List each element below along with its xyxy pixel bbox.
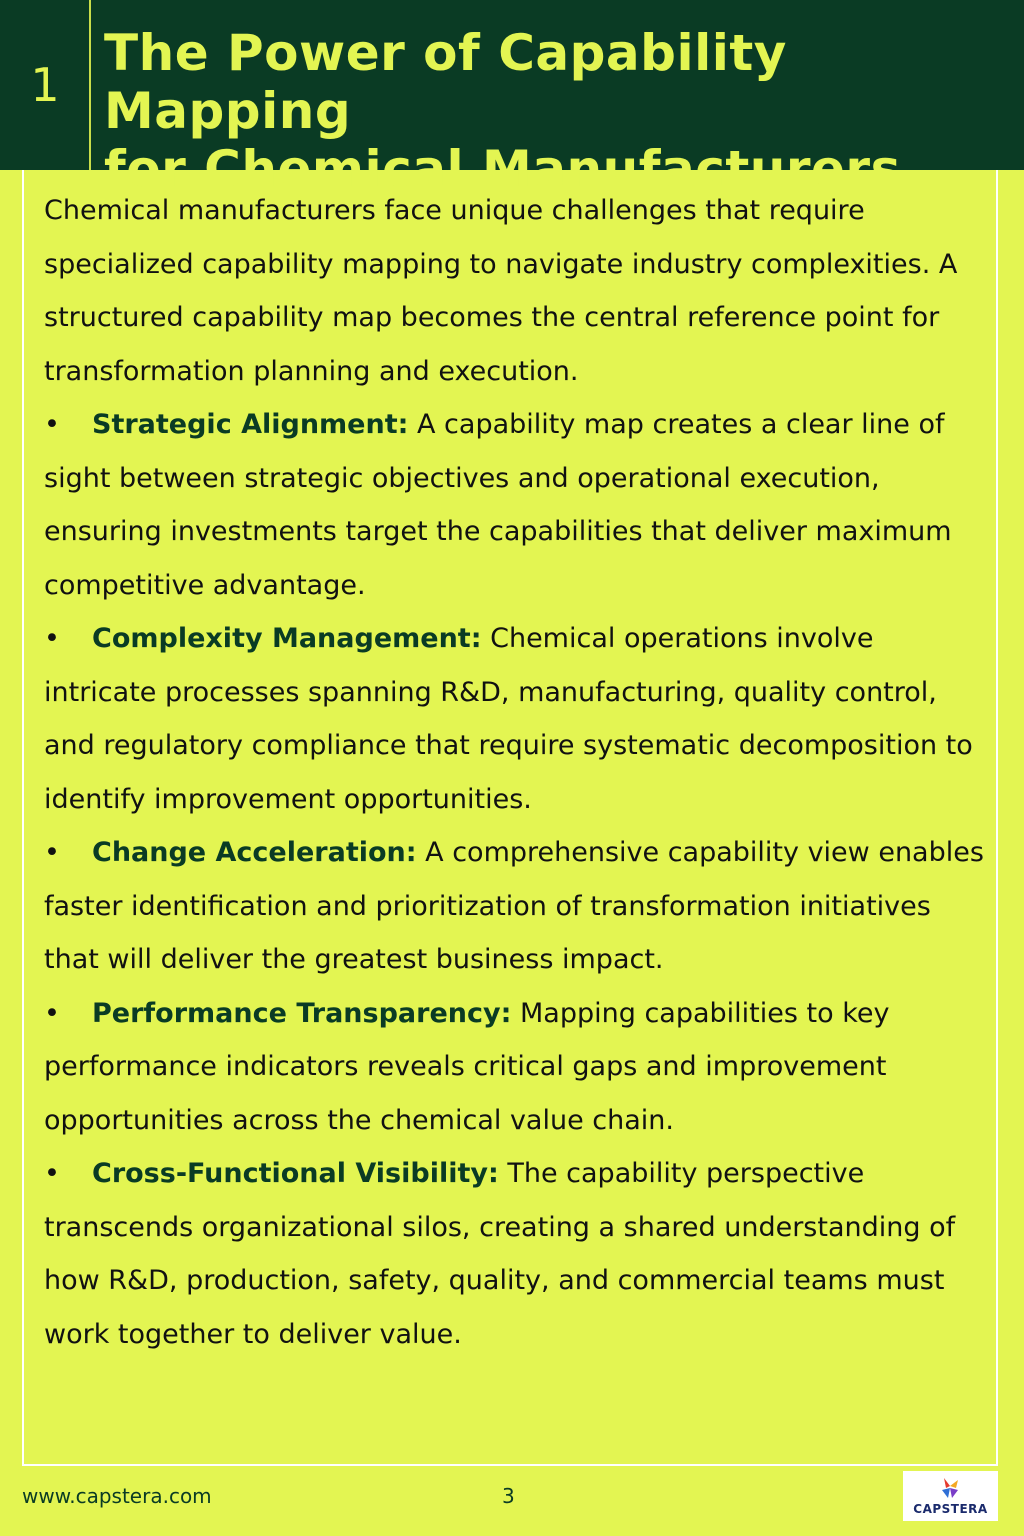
footer-url-link[interactable]: www.capstera.com — [22, 1484, 212, 1508]
bullet-dot: • — [44, 623, 60, 654]
title-line-2: for Chemical Manufacturers — [104, 140, 901, 198]
bullet-performance-transparency — [44, 987, 984, 1148]
bullet-term: Strategic Alignment: — [92, 409, 409, 440]
logo-text: CAPSTERA — [913, 1502, 988, 1516]
capstera-logo — [903, 1471, 998, 1521]
bullet-dot: • — [44, 1158, 60, 1189]
header-bar — [0, 0, 1024, 198]
intro-paragraph: Chemical manufacturers face unique challenges that require specialized capability mapping to navigate industry complexities. A structured capability map becomes the central reference point for transformation planning and execution. — [44, 195, 958, 387]
bullet-text: A comprehensive capability view enables faster identification and prioritization of transformation initiatives that will deliver the greatest business impact. — [44, 837, 984, 975]
content-body — [44, 184, 984, 1361]
bullet-term: Change Acceleration: — [92, 837, 417, 868]
bullet-text: A capability map creates a clear line of sight between strategic objectives and operational execution, ensuring investments target the capabilities that deliver maximum competitive advantage. — [44, 409, 952, 601]
page-number: 3 — [502, 1484, 515, 1508]
bullet-text: The capability perspective transcends organizational silos, creating a shared understanding of how R&D, production, safety, quality, and commercial teams must work together to deliver value. — [44, 1158, 956, 1350]
bullet-text: Mapping capabilities to key performance indicators reveals critical gaps and improvement opportunities across the chemical value chain. — [44, 997, 890, 1136]
bullet-term: Performance Transparency: — [92, 997, 512, 1029]
bullet-term: Complexity Management: — [92, 623, 482, 654]
section-number: 1 — [30, 58, 60, 112]
bullet-complexity-management — [44, 612, 984, 826]
bullet-dot: • — [44, 997, 60, 1029]
logo-mark-icon — [936, 1476, 966, 1500]
bullet-dot: • — [44, 409, 60, 440]
bullet-change-acceleration — [44, 826, 984, 987]
bullet-text: Chemical operations involve intricate processes spanning R&D, manufacturing, quality control, and regulatory compliance that require systematic decomposition to identify improvement opportunities. — [44, 623, 973, 815]
bullet-cross-functional-visibility — [44, 1147, 984, 1361]
title-line-1: The Power of Capability Mapping — [104, 24, 787, 140]
bullet-strategic-alignment — [44, 398, 984, 612]
bullet-dot: • — [44, 837, 60, 868]
bullet-term: Cross-Functional Visibility: — [92, 1158, 499, 1189]
header-divider — [89, 0, 91, 170]
